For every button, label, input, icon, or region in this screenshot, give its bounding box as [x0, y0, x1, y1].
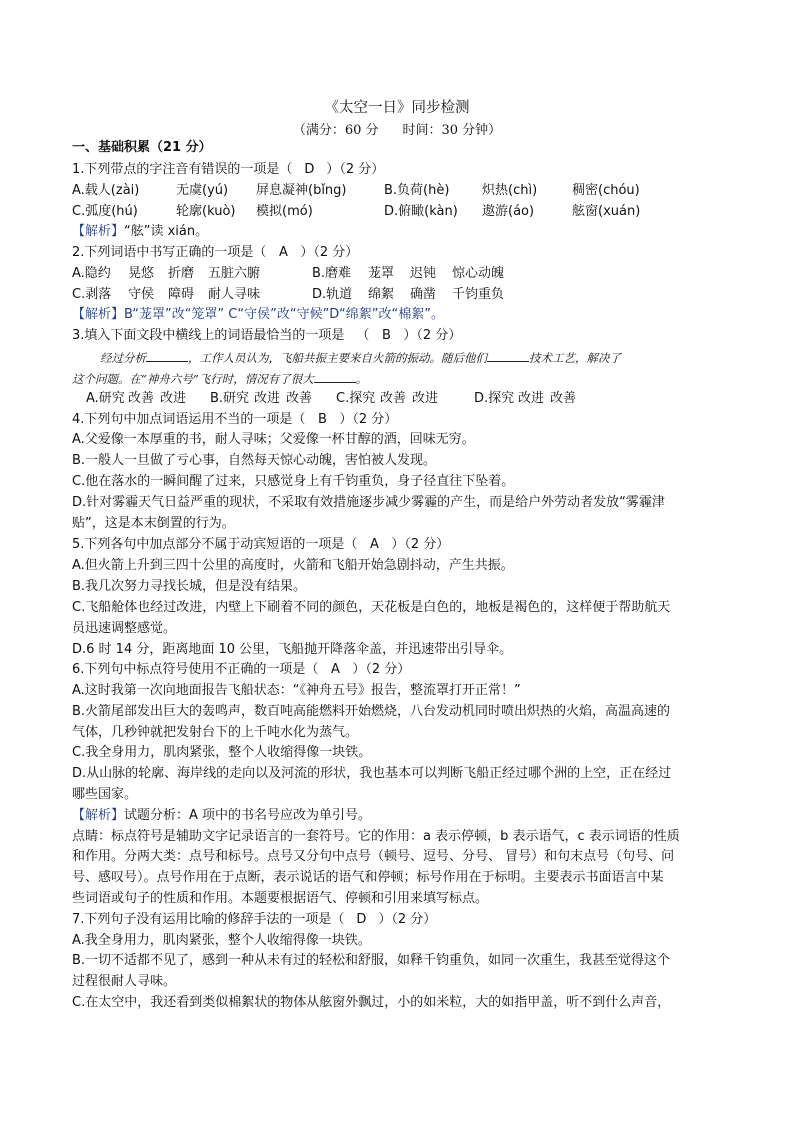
- question-text: 3.填入下面文段中横线上的词语最恰当的一项是: [72, 328, 345, 343]
- question-6-tip-line2: 和作用。分两大类：点号和标号。点号又分句中点号（顿号、逗号、分号、 冒号）和句末点号（句号、问: [72, 849, 675, 864]
- question-1-analysis: [72, 222, 208, 242]
- question-6-stem: [72, 660, 410, 680]
- question-1-options-row1: [72, 181, 640, 201]
- option: 轮廓(kuò): [176, 204, 236, 219]
- analysis-text: 试题分析：A 项中的书名号应改为单引号。: [124, 808, 372, 823]
- answer-mark: A: [278, 245, 288, 260]
- option: D.俯瞰(kàn): [384, 204, 458, 219]
- answer-mark: D: [304, 162, 315, 177]
- question-1-options-row2: [72, 202, 640, 222]
- option: 改善: [128, 391, 155, 406]
- question-5-option-d: D.6 时 14 分，距离地面 10 公里，飞船抛开降落伞盖，并迅速带出引导伞。: [72, 642, 513, 657]
- question-text: 7.下列句子没有运用比喻的修辞手法的一项是（: [72, 912, 345, 927]
- option: 舷窗(xuán): [572, 204, 641, 219]
- question-4-option-b: B.一般人一旦做了亏心事，自然每天惊心动魄，害怕被人发现。: [72, 453, 437, 468]
- passage-text: 经过分析: [100, 351, 146, 365]
- question-3-stem: 3.填入下面文段中横线上的词语最恰当的一项是 （ B ）（2 分）: [72, 326, 461, 346]
- question-2-analysis: [72, 305, 444, 325]
- option: 炽热(chì): [482, 183, 538, 198]
- option: 稠密(chóu): [572, 183, 640, 198]
- question-4-option-d-line2: 贴”，这是本末倒置的行为。: [72, 516, 235, 531]
- analysis-text: “舷”读 xián。: [124, 224, 209, 239]
- question-7-stem: [72, 910, 436, 930]
- blank-line: [314, 370, 356, 383]
- option: D.轨道: [312, 287, 353, 302]
- question-5-option-a: A.但火箭上升到三四十公里的高度时，火箭和飞船开始急剧抖动，产生共振。: [72, 558, 514, 573]
- passage-text: ，工作人员认为，飞船共振主要来自火箭的振动。随后他们: [188, 351, 487, 365]
- question-1-stem: [72, 160, 384, 180]
- question-text: 2.下列词语中书写正确的一项是（: [72, 245, 267, 260]
- question-2-options-row2: [72, 285, 504, 305]
- score-info: （满分：60 分: [292, 123, 379, 138]
- question-6-option-b-line1: B.火箭尾部发出巨大的轰鸣声，数百吨高能燃料开始燃烧，八台发动机同时喷出炽热的火焰，高温高速的: [72, 704, 671, 719]
- question-6-tip-line3: 号、感叹号）。点号作用在于点断，表示说话的语气和停顿；标号作用在于标明。主要表示书面语言中某: [72, 870, 664, 885]
- option: A.研究: [86, 391, 125, 406]
- question-7-option-c: C.在太空中，我还看到类似棉絮状的物体从舷窗外飘过，小的如米粒，大的如指甲盖，听不到什么声音，: [72, 995, 671, 1010]
- question-2-stem: [72, 243, 358, 263]
- passage-text: 。: [355, 372, 368, 386]
- blank-line: [487, 349, 529, 362]
- option: 遨游(áo): [482, 204, 535, 219]
- question-2-options-row1: [72, 264, 504, 284]
- option: A.隐约: [72, 266, 111, 281]
- option: A.载人(zài): [72, 183, 140, 198]
- question-3-options: [86, 389, 576, 409]
- option: 千钧重负: [452, 287, 505, 302]
- option: 惊心动魄: [452, 266, 505, 281]
- option: D.探究: [474, 391, 515, 406]
- question-6-tip-line1: 点睛：标点符号是辅助文字记录语言的一套符号。它的作用：a 表示停顿，b 表示语气，c 表示词语的性质: [72, 829, 680, 844]
- answer-mark: A: [330, 662, 340, 677]
- analysis-tag: 【解析】: [72, 808, 125, 823]
- option: 改善: [550, 391, 577, 406]
- option: B.负荷(hè): [384, 183, 450, 198]
- question-6-analysis: [72, 806, 371, 826]
- question-5-option-c-line1: C.飞船舱体也经过改进，内壁上下刷着不同的颜色，天花板是白色的，地板是褐色的，这样便于帮助航天: [72, 600, 671, 615]
- option: B.磨难: [312, 266, 352, 281]
- option: 迟钝: [410, 266, 437, 281]
- option: 守侯: [128, 287, 155, 302]
- option: 确凿: [410, 287, 437, 302]
- option: 耐人寻味: [208, 287, 261, 302]
- question-tail: ）（2 分）: [352, 662, 411, 677]
- answer-mark: A: [369, 537, 379, 552]
- question-7-option-b-line2: 过程很耐人寻味。: [72, 974, 177, 989]
- question-4-option-d-line1: D.针对雾霾天气日益严重的现状，不采取有效措施逐步减少雾霾的产生，而是给户外劳动者发放“雾霾津: [72, 495, 665, 510]
- option: 屏息凝神(bǐng): [256, 183, 347, 198]
- option: 晃悠: [128, 266, 155, 281]
- option: 改进: [412, 391, 439, 406]
- question-5-stem: [72, 535, 449, 555]
- option: 改进: [518, 391, 545, 406]
- time-info: 时间：30 分钟）: [402, 123, 502, 138]
- question-6-option-a: A.这时我第一次向地面报告飞船状态：“《神舟五号》报告，整流罩打开正常！”: [72, 683, 521, 698]
- question-6-option-b-line2: 气体，几秒钟就把发射台下的上千吨水化为蒸气。: [72, 725, 359, 740]
- option: 改善: [380, 391, 407, 406]
- blank-line: [146, 349, 188, 362]
- analysis-text: B“茏罩”改“笼罩” C“守侯”改“守候”D“绵絮”改“棉絮”。: [124, 307, 444, 322]
- question-tail: ）（2 分）: [326, 162, 385, 177]
- question-6-tip-line4: 些词语或句子的性质和作用。本题要根据语气、停顿和引用来填写标点。: [72, 891, 489, 906]
- option: 茏罩: [368, 266, 395, 281]
- question-tail: ）（2 分）: [391, 537, 450, 552]
- option: C.探究: [336, 391, 376, 406]
- option: C.弧度(hú): [72, 204, 138, 219]
- option: 障碍: [168, 287, 195, 302]
- question-text: 5.下列各句中加点部分不属于动宾短语的一项是（: [72, 537, 358, 552]
- question-3-passage-line2: [72, 369, 367, 389]
- question-tail: ）（2 分）: [339, 412, 398, 427]
- option: 无虞(yú): [176, 183, 229, 198]
- page-subtitle: [0, 119, 794, 138]
- passage-text: 技术工艺，解决了: [529, 351, 621, 365]
- answer-mark: B: [317, 412, 327, 427]
- question-tail: ）（2 分）: [300, 245, 359, 260]
- question-7-option-b-line1: B.一切不适都不见了，感到一种从未有过的轻松和舒服，如释千钧重负，如同一次重生，我甚至觉得这个: [72, 953, 671, 968]
- question-4-option-c: C.他在落水的一瞬间醒了过来，只感觉身上有千钧重负，身子径直往下坠着。: [72, 474, 515, 489]
- question-text: 4.下列句中加点词语运用不当的一项是（: [72, 412, 306, 427]
- option: 五脏六腑: [208, 266, 261, 281]
- question-4-stem: [72, 410, 397, 430]
- answer-mark: B: [381, 328, 391, 343]
- question-7-option-a: A.我全身用力，肌肉紧张，整个人收缩得像一块铁。: [72, 933, 371, 948]
- question-text: 1.下列带点的字注音有错误的一项是（: [72, 162, 293, 177]
- option: B.研究: [210, 391, 250, 406]
- option: 改进: [160, 391, 187, 406]
- analysis-tag: 【解析】: [72, 307, 125, 322]
- answer-mark: D: [356, 912, 367, 927]
- question-4-option-a: A.父爱像一本厚重的书，耐人寻味；父爱像一杯甘醇的酒，回味无穷。: [72, 432, 475, 447]
- page-title: 《太空一日》同步检测: [324, 100, 470, 116]
- question-tail: ）（2 分）: [403, 328, 462, 343]
- option: C.剥落: [72, 287, 112, 302]
- section-heading: 一、基础积累（21 分）: [72, 140, 212, 155]
- option: 模拟(mó): [256, 204, 313, 219]
- option: 折磨: [168, 266, 195, 281]
- question-text: 6.下列句中标点符号使用不正确的一项是（: [72, 662, 319, 677]
- passage-text: 这个问题。在“神舟六号”飞行时，情况有了很大: [72, 372, 314, 386]
- question-3-passage-line1: [100, 348, 621, 368]
- analysis-tag: 【解析】: [72, 224, 125, 239]
- option: 改善: [286, 391, 313, 406]
- question-6-option-c: C.我全身用力，肌肉紧张，整个人收缩得像一块铁。: [72, 745, 372, 760]
- question-tail: ）（2 分）: [378, 912, 437, 927]
- question-6-option-d-line2: 哪些国家。: [72, 787, 138, 802]
- question-6-option-d-line1: D.从山脉的轮廓、海岸线的走向以及河流的形状，我也基本可以判断飞船正经过哪个洲的上空，正在经过: [72, 766, 672, 781]
- question-5-option-c-line2: 员迅速调整感觉。: [72, 621, 177, 636]
- option: 绵絮: [368, 287, 395, 302]
- option: 改进: [254, 391, 281, 406]
- question-5-option-b: B.我几次努力寻找长城，但是没有结果。: [72, 579, 307, 594]
